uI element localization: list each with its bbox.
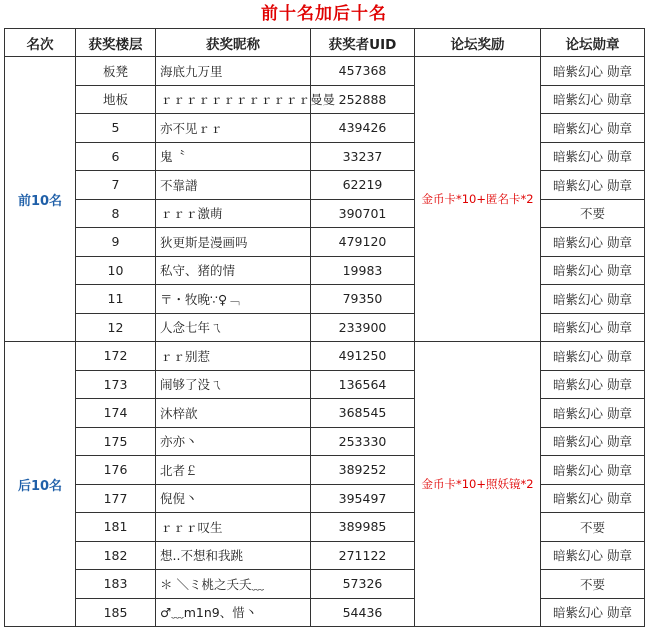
nickname-cell: 狄更斯是漫画吗 bbox=[156, 228, 311, 257]
floor-cell: 185 bbox=[76, 598, 156, 627]
medal-cell: 不要 bbox=[541, 513, 645, 542]
floor-cell: 板凳 bbox=[76, 57, 156, 86]
header-uid: 获奖者UID bbox=[311, 29, 415, 57]
nickname-cell: 闹够了没ㄟ bbox=[156, 370, 311, 399]
table-row bbox=[5, 114, 645, 143]
uid-cell: 389985 bbox=[311, 513, 415, 542]
floor-cell: 176 bbox=[76, 456, 156, 485]
floor-cell: 173 bbox=[76, 370, 156, 399]
medal-cell: 暗紫幻心 勋章 bbox=[541, 484, 645, 513]
medal-cell: 暗紫幻心 勋章 bbox=[541, 285, 645, 314]
nickname-cell: 亦亦丶 bbox=[156, 427, 311, 456]
header-reward: 论坛奖励 bbox=[415, 29, 541, 57]
table-row bbox=[5, 171, 645, 200]
uid-cell: 389252 bbox=[311, 456, 415, 485]
medal-cell: 暗紫幻心 勋章 bbox=[541, 598, 645, 627]
uid-cell: 62219 bbox=[311, 171, 415, 200]
table-row bbox=[5, 57, 645, 86]
floor-cell: 5 bbox=[76, 114, 156, 143]
medal-cell: 不要 bbox=[541, 570, 645, 599]
nickname-cell: 想..不想和我跳 bbox=[156, 541, 311, 570]
nickname-cell: ｒｒｒ叹生 bbox=[156, 513, 311, 542]
floor-cell: 7 bbox=[76, 171, 156, 200]
table-row bbox=[5, 456, 645, 485]
table-row bbox=[5, 598, 645, 627]
header-nickname: 获奖昵称 bbox=[156, 29, 311, 57]
medal-cell: 不要 bbox=[541, 199, 645, 228]
uid-cell: 253330 bbox=[311, 427, 415, 456]
nickname-cell: 私守、猪的情 bbox=[156, 256, 311, 285]
table-row bbox=[5, 228, 645, 257]
medal-cell: 暗紫幻心 勋章 bbox=[541, 228, 645, 257]
table-header-row bbox=[5, 29, 645, 57]
medal-cell: 暗紫幻心 勋章 bbox=[541, 171, 645, 200]
table-row bbox=[5, 541, 645, 570]
floor-cell: 9 bbox=[76, 228, 156, 257]
reward-cell: 金币卡*10+匿名卡*2 bbox=[415, 57, 541, 342]
table-row bbox=[5, 142, 645, 171]
medal-cell: 暗紫幻心 勋章 bbox=[541, 370, 645, 399]
uid-cell: 390701 bbox=[311, 199, 415, 228]
nickname-cell: 北者￡ bbox=[156, 456, 311, 485]
uid-cell: 136564 bbox=[311, 370, 415, 399]
floor-cell: 6 bbox=[76, 142, 156, 171]
table-body bbox=[5, 57, 645, 627]
table-row bbox=[5, 342, 645, 371]
medal-cell: 暗紫幻心 勋章 bbox=[541, 456, 645, 485]
table-row bbox=[5, 427, 645, 456]
nickname-cell: 不靠譜 bbox=[156, 171, 311, 200]
awards-table bbox=[4, 28, 645, 627]
nickname-cell: 海底九万里 bbox=[156, 57, 311, 86]
table-row bbox=[5, 570, 645, 599]
page-title: 前十名加后十名 bbox=[261, 4, 387, 24]
table-row bbox=[5, 85, 645, 114]
uid-cell: 395497 bbox=[311, 484, 415, 513]
table-row bbox=[5, 199, 645, 228]
medal-cell: 暗紫幻心 勋章 bbox=[541, 541, 645, 570]
floor-cell: 10 bbox=[76, 256, 156, 285]
header-floor: 获奖楼层 bbox=[76, 29, 156, 57]
nickname-cell: 沐梓歆 bbox=[156, 399, 311, 428]
uid-cell: 491250 bbox=[311, 342, 415, 371]
nickname-cell: ｒｒ别惹 bbox=[156, 342, 311, 371]
uid-cell: 457368 bbox=[311, 57, 415, 86]
table-row bbox=[5, 370, 645, 399]
floor-cell: 182 bbox=[76, 541, 156, 570]
uid-cell: 33237 bbox=[311, 142, 415, 171]
medal-cell: 暗紫幻心 勋章 bbox=[541, 57, 645, 86]
header-medal: 论坛勋章 bbox=[541, 29, 645, 57]
nickname-cell: ｒｒｒ激萌 bbox=[156, 199, 311, 228]
uid-cell: 479120 bbox=[311, 228, 415, 257]
floor-cell: 177 bbox=[76, 484, 156, 513]
nickname-cell: ｒｒｒｒｒｒｒｒｒｒｒｒ曼曼 bbox=[156, 85, 311, 114]
medal-cell: 暗紫幻心 勋章 bbox=[541, 427, 645, 456]
floor-cell: 172 bbox=[76, 342, 156, 371]
medal-cell: 暗紫幻心 勋章 bbox=[541, 399, 645, 428]
table-row bbox=[5, 313, 645, 342]
medal-cell: 暗紫幻心 勋章 bbox=[541, 142, 645, 171]
uid-cell: 57326 bbox=[311, 570, 415, 599]
table-row bbox=[5, 399, 645, 428]
group-label: 后10名 bbox=[5, 342, 76, 627]
uid-cell: 19983 bbox=[311, 256, 415, 285]
medal-cell: 暗紫幻心 勋章 bbox=[541, 256, 645, 285]
nickname-cell: 人念七年ㄟ bbox=[156, 313, 311, 342]
nickname-cell: 鬼〝 bbox=[156, 142, 311, 171]
floor-cell: 183 bbox=[76, 570, 156, 599]
floor-cell: 地板 bbox=[76, 85, 156, 114]
floor-cell: 8 bbox=[76, 199, 156, 228]
nickname-cell: 亦不见ｒｒ bbox=[156, 114, 311, 143]
table-row bbox=[5, 256, 645, 285]
uid-cell: 233900 bbox=[311, 313, 415, 342]
floor-cell: 175 bbox=[76, 427, 156, 456]
uid-cell: 439426 bbox=[311, 114, 415, 143]
table-row bbox=[5, 513, 645, 542]
nickname-cell: ＊ ＼ミ桃之夭夭﹏ bbox=[156, 570, 311, 599]
uid-cell: 368545 bbox=[311, 399, 415, 428]
nickname-cell: 倪倪丶 bbox=[156, 484, 311, 513]
floor-cell: 11 bbox=[76, 285, 156, 314]
group-label: 前10名 bbox=[5, 57, 76, 342]
uid-cell: 54436 bbox=[311, 598, 415, 627]
uid-cell: 271122 bbox=[311, 541, 415, 570]
nickname-cell: ♂﹏m1n9、惜丶 bbox=[156, 598, 311, 627]
floor-cell: 174 bbox=[76, 399, 156, 428]
medal-cell: 暗紫幻心 勋章 bbox=[541, 342, 645, 371]
header-rank: 名次 bbox=[5, 29, 76, 57]
floor-cell: 181 bbox=[76, 513, 156, 542]
medal-cell: 暗紫幻心 勋章 bbox=[541, 85, 645, 114]
uid-cell: 79350 bbox=[311, 285, 415, 314]
reward-cell: 金币卡*10+照妖镜*2 bbox=[415, 342, 541, 627]
medal-cell: 暗紫幻心 勋章 bbox=[541, 313, 645, 342]
nickname-cell: 〒・牧晚∵♀﹁ bbox=[156, 285, 311, 314]
table-row bbox=[5, 285, 645, 314]
table-row bbox=[5, 484, 645, 513]
floor-cell: 12 bbox=[76, 313, 156, 342]
uid-cell: 252888 bbox=[311, 85, 415, 114]
medal-cell: 暗紫幻心 勋章 bbox=[541, 114, 645, 143]
